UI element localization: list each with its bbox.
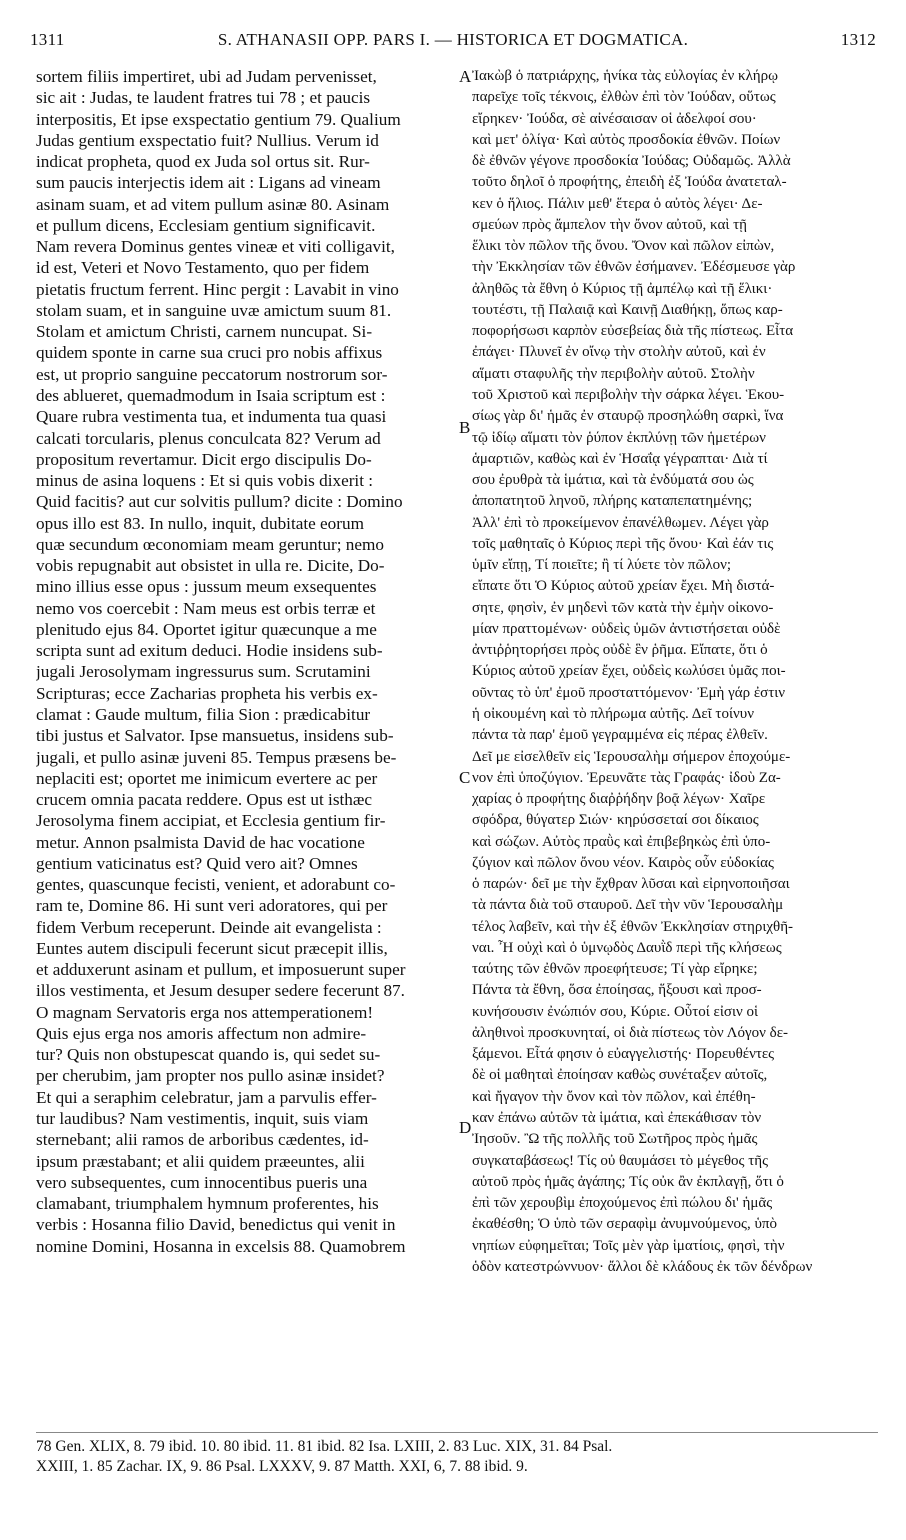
greek-text-line: οῦντας τὸ ὑπ' ἐμοῦ προσταττόμενον· Ἐμὴ γάρ ἐστιν	[472, 684, 786, 701]
greek-text-line: χαρίας ὁ προφήτης διαῤῥήδην βοᾷ λέγων· Χαῖρε	[472, 791, 766, 808]
latin-text-line: jugali, et pullo asinæ juveni 85. Tempus præsens be-	[36, 747, 397, 767]
greek-text-line: ἐκαθέσθη; Ὁ ὑπὸ τῶν σεραφὶμ ἀνυμνούμενος, ὑπὸ	[472, 1216, 777, 1233]
latin-text-line: indicat propheta, quod ex Juda sol ortus sit. Rur-	[36, 152, 370, 172]
footnote-line: XXIII, 1. 85 Zachar. IX, 9. 86 Psal. LXXXV, 9. 87 Matth. XXI, 6, 7. 88 ibid. 9.	[36, 1458, 528, 1475]
greek-text-line: σητε, φησὶν, ἐν μηδενὶ τῶν κατὰ τὴν ἐμὴν οἰκονο-	[472, 599, 774, 616]
latin-column	[36, 66, 456, 1257]
latin-text-line: clamat : Gaude multum, filia Sion : prædicabitur	[36, 704, 371, 724]
greek-text-line: δὲ ἐθνῶν γέγονε προσδοκία Ἰούδας; Οὐδαμῶς. Ἀλλὰ	[472, 153, 791, 170]
latin-text-line: jugali Jerosolymam ingressurus sum. Scrutamini	[36, 662, 371, 682]
greek-text-line: τοῦτο δηλοῖ ὁ προφήτης, ἐπειδὴ ἐξ Ἰούδα ἀνατεταλ-	[472, 174, 787, 191]
left-page-number: 1311	[30, 30, 65, 49]
greek-text-line: ποφορήσωσι καρπὸν εὐσεβείας διὰ τῆς πίστεως. Εἶτα	[472, 323, 794, 340]
greek-text-line: σου ἐρυθρὰ τὰ ἱμάτια, καὶ τὰ ἐνδύματά σου ὡς	[472, 472, 754, 489]
latin-text-line: vobis repugnabit aut obsistet in ulla re. Dicite, Do-	[36, 556, 385, 576]
latin-text-line: metur. Annon psalmista David de hac vocatione	[36, 832, 365, 852]
latin-text-line: ram te, Domine 86. Hi sunt veri adoratores, qui per	[36, 896, 388, 916]
greek-column	[472, 66, 878, 1278]
latin-text-line: O magnam Servatoris erga nos attemperationem!	[36, 1002, 374, 1022]
latin-text-line: Judas gentium exspectatio fuit? Nullius. Verum id	[36, 130, 379, 150]
running-header	[30, 30, 876, 56]
greek-text-line: ἀντιῤῥητορήσει πρὸς οὐδὲ ἓν ῥῆμα. Εἴπατε, ὅτι ὁ	[472, 642, 768, 659]
greek-text-line: τουτέστι, τῇ Παλαιᾷ καὶ Καινῇ Διαθήκῃ, ὅπως καρ-	[472, 301, 783, 318]
margin-mark-a: A	[459, 67, 472, 86]
greek-text-line: ναι. Ἦ οὐχὶ καὶ ὁ ὑμνῳδὸς Δαυῒδ περὶ τῆς κλήσεως	[472, 939, 782, 956]
latin-text-line: et pullum dicens, Ecclesiam gentium significavit.	[36, 215, 376, 235]
greek-text-line: κυνήσουσιν ἐνώπιόν σου, Κύριε. Οὗτοί εἰσιν οἱ	[472, 1003, 759, 1020]
margin-mark-d: D	[459, 1118, 472, 1137]
latin-text-line: gentium vaticinatus est? Quid vero ait? Omnes	[36, 853, 358, 873]
greek-text-line: ξάμενοι. Εἶτά φησιν ὁ εὐαγγελιστής· Πορευθέντες	[472, 1046, 775, 1063]
greek-text-line: Κύριος αὐτοῦ χρείαν ἔχει, οὐδεὶς κωλύσει ὑμᾶς ποι-	[472, 663, 786, 680]
latin-text-line: pietatis fructum ferrent. Hinc pergit : Lavabit in vino	[36, 279, 399, 299]
latin-text-line: sum paucis interjectis idem ait : Ligans ad vineam	[36, 173, 381, 193]
footnote-rule	[36, 1432, 878, 1433]
greek-text-line: Ἰησοῦν. Ὢ τῆς πολλῆς τοῦ Σωτῆρος πρὸς ἡμᾶς	[472, 1131, 758, 1148]
greek-text-line: Ἰακὼβ ὁ πατριάρχης, ἡνίκα τὰς εὐλογίας ἐν κλήρῳ	[472, 68, 778, 84]
latin-text-line: tur laudibus? Nam vestimentis, inquit, suis viam	[36, 1109, 369, 1129]
latin-text-line: nemo vos coercebit : Nam meus est orbis terræ et	[36, 598, 376, 618]
latin-text-line: per cherubim, jam propter nos pullo asinæ insidet?	[36, 1066, 385, 1086]
greek-text-line: νηπίων εὐφημεῖται; Τοῖς μὲν γὰρ ἱματίοις, φησὶ, τὴν	[472, 1237, 785, 1254]
latin-text-line: vero subsequentes, cum innocentibus pueris una	[36, 1172, 368, 1192]
latin-text-line: est, ut proprio sanguine peccatorum nostrorum sor-	[36, 364, 388, 384]
latin-text-line: minus de asina loquens : Et si quis vobis dixerit :	[36, 471, 374, 491]
latin-text-line: crucem omnia pacata reddere. Opus est ut isthæc	[36, 790, 372, 810]
latin-text-line: Stolam et amictum Christi, carnem nuncupat. Si-	[36, 322, 373, 342]
footnotes	[36, 1437, 878, 1477]
latin-text-line: et adduxerunt asinam et pullum, et imposuerunt super	[36, 960, 406, 980]
greek-text-line: σμεύων πρὸς ἄμπελον τὴν ὄνον αὐτοῦ, καὶ τῇ	[472, 216, 747, 233]
latin-text-line: tur? Quis non obstupescat quando is, qui sedet su-	[36, 1045, 381, 1065]
latin-text-line: Nam revera Dominus gentes vineæ et viti colligavit,	[36, 237, 395, 257]
latin-text-line: tibi justus et Salvator. Ipse mansuetus, insidens sub-	[36, 726, 394, 746]
latin-text-line: clamabant, triumphalem hymnum proferentes, his	[36, 1194, 379, 1214]
latin-text-line: Euntes autem discipuli fecerunt sicut præcepit illis,	[36, 938, 388, 958]
greek-text-line: ἡ οἰκουμένη καὶ τὸ πλήρωμα αὐτῆς. Δεῖ τοίνυν	[472, 705, 754, 722]
greek-text-line: ταύτης τῶν ἐθνῶν προεφήτευσε; Τί γὰρ εἴρηκε;	[472, 961, 758, 978]
greek-text-line: τέλος λαβεῖν, καὶ τὴν ἐξ ἐθνῶν Ἐκκλησίαν στηριχθῆ-	[472, 918, 794, 935]
greek-text-line: ζύγιον καὶ πῶλον ὄνου νέον. Καιρὸς οὖν εὐδοκίας	[472, 854, 774, 871]
greek-text-line: σίως γὰρ δι' ἡμᾶς ἐν σταυρῷ προσηλώθη σαρκὶ, ἵνα	[472, 408, 784, 425]
greek-text-line: καὶ μετ' ὀλίγα· Καὶ αὐτὸς προσδοκία ἐθνῶν. Ποίων	[472, 131, 781, 148]
margin-mark-c: C	[459, 768, 471, 787]
greek-text-line: τὰ πάντα διὰ τοῦ σταυροῦ. Δεῖ τὴν νῦν Ἱερουσαλὴμ	[472, 897, 784, 914]
latin-text-line: gentes, quascunque fecisti, venient, et adorabunt co-	[36, 875, 396, 895]
latin-text-line: ipsum præstabant; et alii quidem præeuntes, alii	[36, 1151, 365, 1171]
greek-text-line: τὴν Ἐκκλησίαν τῶν ἐθνῶν ἐσήμανεν. Ἐδέσμευσε γὰρ	[472, 259, 796, 276]
latin-text-line: calcati torcularis, plenus conculcata 82? Verum ad	[36, 428, 381, 448]
latin-text-line: scripta sunt ad exitum deduci. Hodie insidens sub-	[36, 641, 383, 661]
latin-text-line: interpositis, Et ipse exspectatio gentium 79. Qualium	[36, 109, 401, 129]
greek-text-line: εἴπατε ὅτι Ὁ Κύριος αὐτοῦ χρείαν ἔχει. Μὴ διστά-	[472, 578, 775, 595]
greek-text-line: ἀποπατητοῦ ληνοῦ, πλήρης καταπεπατημένης;	[472, 493, 753, 510]
greek-text-line: καὶ ἤγαγον τὴν ὄνον καὶ τὸν πῶλον, καὶ ἐπέθη-	[472, 1088, 756, 1105]
greek-text-line: πάντα τὰ παρ' ἐμοῦ γεγραμμένα εἰς πέρας ἐλθεῖν.	[472, 727, 768, 744]
latin-text-line: sternebant; alii ramos de arboribus cædentes, id-	[36, 1130, 369, 1150]
greek-text-line: Δεῖ με εἰσελθεῖν εἰς Ἱερουσαλὴμ σήμερον ἐποχούμε-	[472, 748, 791, 765]
latin-text-line: mino illius esse opus : jussum meum exsequentes	[36, 577, 377, 597]
latin-text-line: Scripturas; ecce Zacharias propheta his verbis ex-	[36, 683, 378, 703]
latin-text-line: verbis : Hosanna filio David, benedictus qui venit in	[36, 1215, 396, 1235]
greek-text-line: τοῖς μαθηταῖς ὁ Κύριος περὶ τῆς ὄνου· Καὶ ἐάν τις	[472, 535, 774, 552]
greek-text-line: παρεῖχε τοῖς τέκνοις, ἐλθὼν ἐπὶ τὸν Ἰούδαν, οὕτως	[472, 89, 776, 106]
footnote-line: 78 Gen. XLIX, 8. 79 ibid. 10. 80 ibid. 11. 81 ibid. 82 Isa. LXIII, 2. 83 Luc. XIX, 31. 84 Psal.	[36, 1438, 613, 1455]
latin-text-line: propositum revertamur. Dicit ergo discipulis Do-	[36, 449, 372, 469]
latin-text-line: asinam suam, et ad vitem pullum asinæ 80. Asinam	[36, 194, 390, 214]
latin-text-line: fidem Verbum receperunt. Deinde ait evangelista :	[36, 917, 382, 937]
greek-text-line: τῷ ἰδίῳ αἵματι τὸν ῥύπον ἐκπλύνῃ τῶν ἡμετέρων	[472, 429, 766, 446]
greek-text-line: κεν ὁ ἥλιος. Πάλιν μεθ' ἕτερα ὁ αὐτὸς λέγει· Δε-	[472, 195, 763, 212]
latin-text-line: quæ secundum œconomiam meam geruntur; nemo	[36, 534, 384, 554]
greek-text-line: νον ἐπὶ ὑποζύγιον. Ἐρευνᾶτε τὰς Γραφάς· ἰδοὺ Ζα-	[472, 769, 781, 786]
greek-text-line: ὁ παρών· δεῖ με τὴν ἔχθραν λῦσαι καὶ εἰρηνοποιῆσαι	[472, 876, 790, 893]
greek-text-line: μίαν πραττομένων· οὐδεὶς ὑμῶν ἀντιστήσεται οὐδὲ	[472, 620, 781, 637]
latin-text-line: opus illo est 83. In nullo, inquit, dubitate eorum	[36, 513, 364, 533]
greek-text-line: εἴρηκεν· Ἰούδα, σὲ αἰνέσαισαν οἱ ἀδελφοί σου·	[472, 110, 757, 127]
greek-text-line: ἁμαρτιῶν, καθὼς καὶ ἐν Ἡσαΐᾳ γέγραπται· Διὰ τί	[472, 450, 768, 467]
latin-text-line: sortem filiis impertiret, ubi ad Judam pervenisset,	[36, 67, 377, 86]
greek-text-line: καὶ σώζων. Αὐτὸς πραῢς καὶ ἐπιβεβηκὼς ἐπὶ ὑπο-	[472, 833, 771, 850]
greek-text-line: ἕλικι τὸν πῶλον τῆς ὄνου. Ὄνον καὶ πῶλον εἰπὼν,	[472, 238, 775, 255]
latin-text-line: Jerosolyma finem accipiat, et Ecclesia gentium fir-	[36, 811, 386, 831]
greek-text-line: Ἀλλ' ἐπὶ τὸ προκείμενον ἐπανέλθωμεν. Λέγει γὰρ	[472, 514, 769, 531]
latin-text-line: nomine Domini, Hosanna in excelsis 88. Quamobrem	[36, 1236, 406, 1256]
latin-text-line: stolam suam, et in sanguine uvæ amictum suum 81.	[36, 300, 392, 320]
latin-text-line: sic ait : Judas, te laudent fratres tui 78 ; et paucis	[36, 88, 371, 108]
greek-text-line: ὑμῖν εἴπῃ, Τί ποιεῖτε; ἢ τί λύετε τὸν πῶλον;	[472, 557, 732, 574]
greek-text-line: ἐπὶ τῶν χερουβὶμ ἐποχούμενος ἐπὶ πώλου δι' ἡμᾶς	[472, 1195, 773, 1212]
latin-text-line: des ablueret, quemadmodum in Isaia scriptum est :	[36, 385, 386, 405]
latin-text-line: Quis ejus erga nos amoris affectum non admire-	[36, 1023, 367, 1043]
greek-text-line: ἐπάγει· Πλυνεῖ ἐν οἴνῳ τὴν στολὴν αὐτοῦ, καὶ ἐν	[472, 344, 766, 361]
greek-text-line: αὐτοῦ πρὸς ἡμᾶς ἀγάπης; Τίς οὐκ ἂν ἐκπλαγῇ, ὅτι ὁ	[472, 1173, 784, 1190]
greek-text-line: ὁδὸν κατεστρώννυον· ἄλλοι δὲ κλάδους ἐκ τῶν δένδρων	[472, 1258, 813, 1275]
running-title: S. ATHANASII OPP. PARS I. — HISTORICA ET DOGMATICA.	[217, 30, 689, 49]
latin-text-line: Quid facitis? aut cur solvitis pullum? dicite : Domino	[36, 492, 403, 512]
greek-text-line: καν ἐπάνω αὐτῶν τὰ ἱμάτια, καὶ ἐπεκάθισαν τὸν	[472, 1110, 762, 1127]
latin-text-line: neplaciti est; oportet me inimicum evertere ac per	[36, 768, 378, 788]
greek-text-line: δὲ οἱ μαθηταὶ ἐποίησαν καθὼς συνέταξεν αὐτοῖς,	[472, 1067, 768, 1084]
latin-text-line: Et qui a seraphim celebratur, jam a parvulis effer-	[36, 1087, 377, 1107]
latin-text-line: quidem sponte in carne sua cruci pro nobis affixus	[36, 343, 383, 363]
greek-text-line: αἵματι σταφυλῆς τὴν περιβολὴν αὐτοῦ. Στολὴν	[472, 365, 755, 382]
right-page-number: 1312	[840, 30, 876, 49]
greek-text-line: ἀληθῶς τὰ ἔθνη ὁ Κύριος τῇ ἀμπέλῳ καὶ τῇ ἕλικι·	[472, 280, 773, 297]
latin-text-line: id est, Veteri et Novo Testamento, quo per fidem	[36, 258, 370, 278]
greek-text-line: συγκαταβάσεως! Τίς οὐ θαυμάσει τὸ μέγεθος τῆς	[472, 1152, 769, 1169]
greek-text-line: σφόδρα, θύγατερ Σιών· κηρύσσεταί σοι δίκαιος	[472, 812, 759, 829]
latin-text-line: illos vestimenta, et Jesum desuper sedere fecerunt 87.	[36, 981, 405, 1001]
latin-text-line: plenitudo ejus 84. Oportet igitur quæcunque a me	[36, 619, 377, 639]
margin-mark-b: B	[459, 418, 471, 437]
latin-text-line: Quare rubra vestimenta tua, et indumenta tua quasi	[36, 407, 387, 427]
greek-text-line: Πάντα τὰ ἔθνη, ὅσα ἐποίησας, ἥξουσι καὶ προσ-	[472, 982, 762, 999]
greek-text-line: ἀληθινοὶ προσκυνηταί, οἱ διὰ πίστεως τὸν Λόγον δε-	[472, 1024, 789, 1041]
greek-text-line: τοῦ Χριστοῦ καὶ περιβολὴν τὴν σάρκα λέγει. Ἑκου-	[472, 386, 785, 403]
